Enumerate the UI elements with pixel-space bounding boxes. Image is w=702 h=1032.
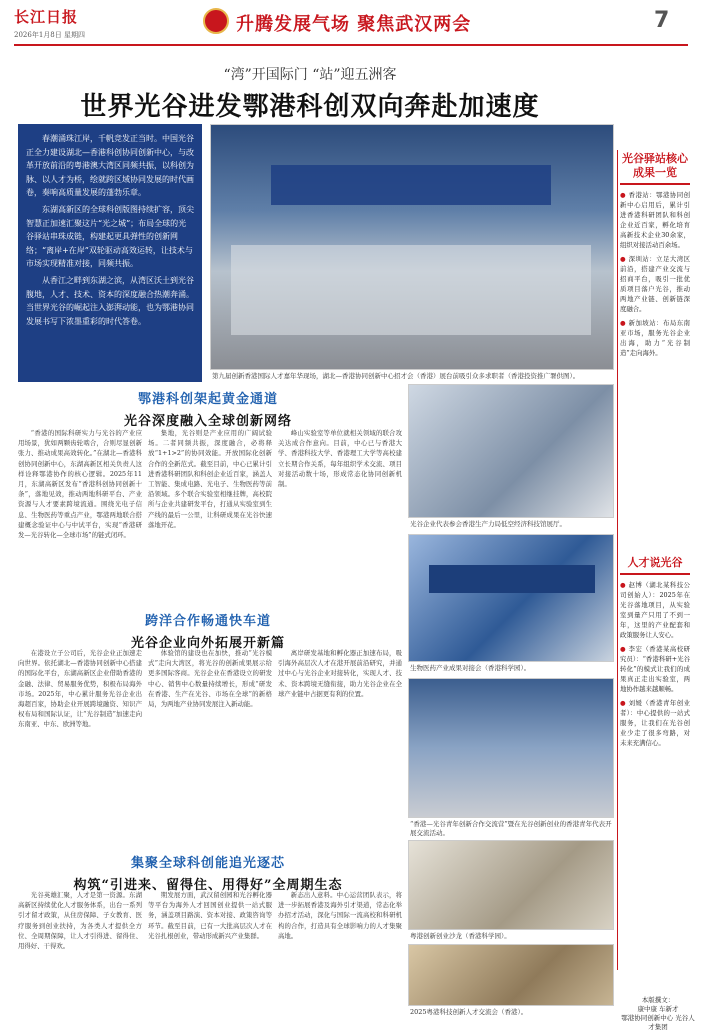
- sidebar-item-text: 深圳站：立足大湾区前沿，搭建产业交流与招商平台，吸引一批优质项目落户光谷，推动两地产业链、创新链深度融合。: [620, 255, 691, 313]
- paper-logo: 长江日报: [14, 8, 79, 26]
- photo5-caption: 粤港创新创业沙龙（香港科学园）。: [410, 932, 511, 940]
- sidebar-item-text: 李宏（香港某高校研究员）：“香港科研+光谷转化”的模式让我们的成果真正走出实验室，两地协作越来越顺畅。: [620, 645, 691, 693]
- section2-col3: [278, 648, 402, 848]
- sidebar-item: ● 新加坡站：布局东南亚市场，服务光谷企业出海，助力“光谷制造”走向海外。: [620, 319, 691, 357]
- photo4-caption: “香港—光谷青年创新合作交流营”暨在光谷创新创业的香港青年代表开展交流活动。: [410, 820, 612, 837]
- sidebar-item: ● 刘媛（香港青年创业者）：中心提供的一站式服务，让我们在光谷创业少走了很多弯路，对未来充满信心。: [620, 699, 691, 747]
- sidebar-item-text: 香港站：鄂港协同创新中心启用后，累计引进香港科研团队和科创企业近百家，孵化培育高新技术企业30余家，组织对接活动百余场。: [620, 191, 691, 249]
- sidebar-box-talent: [620, 556, 690, 752]
- photo-tech-hall: [408, 384, 614, 518]
- kicker: “湾”开国际门 “站”迎五洲客: [223, 67, 397, 83]
- sidebar-box2-title: 人才说光谷: [627, 556, 683, 569]
- text: 期发展方面，武汉留创园和光谷孵化器等平台为海外人才回国创业提供一站式服务，涵盖项目路演、资本对接、政策咨询等环节。截至目前，已有一大批高层次人才在光谷扎根创业，带动形成新兴产业集群。: [148, 891, 272, 940]
- text: 体验馆的建设也在加快，推动“光谷模式”走向大湾区，将光谷的创新成果展示给更多国际客商。光谷企业在香港设立的研发中心、销售中心数量持续增长，形成“研发在香港、生产在光谷、市场在全球”的新格局，为两地产业协同发展注入新动能。: [148, 649, 272, 709]
- photo-salon: [408, 840, 614, 930]
- photo-biomed-meeting: [408, 534, 614, 662]
- intro-box: [18, 124, 202, 382]
- section2-title: 跨洋合作畅通快车道: [144, 614, 271, 629]
- section1-col1: [18, 428, 142, 606]
- photo-exchange: [408, 944, 614, 1006]
- text: 离岸研发基地和孵化器正加速布局，吸引海外高层次人才在港开展前沿研究，并通过中心与光谷企业对接转化，实现人才、技术、资本跨境无缝衔接，助力光谷企业在全球产业链中占据更有利的位置。: [278, 649, 402, 698]
- text: 集地，光谷则是产业应用的广阔试验场。二者同频共振，深度融合，必将释放“1+1>2”的协同效能。开放国际化创新合作的全新范式。截至目前，中心已累计引进香港科研团队和科创企业近百家，涵盖人工智能、集成电路、光电子、生物医药等前沿领域。多个联合实验室相继挂牌，高校院所与企业共建研发平台，打通从实验室到生产线的最后一公里，让科研成果在光谷快速落地开花。: [148, 429, 272, 529]
- section3-col3: [278, 890, 402, 1018]
- text: 在港设立子公司后，光谷企业正加速走向世界。依托湖北—香港协同创新中心搭建的国际化平台，东湖高新区企业借助香港的金融、法律、贸易服务优势，积极布局海外市场。2025年，中心累计服务光谷企业出海超百家，协助企业开展跨境融资、知识产权布局和国际认证，让“光谷制造”加速走向东南亚、中东、欧洲等地。: [18, 649, 142, 729]
- section2-col1: [18, 648, 142, 848]
- sidebar-item: ● 深圳站：立足大湾区前沿，搭建产业交流与招商平台，吸引一批优质项目落户光谷，推动两地产业链、创新链深度融合。: [620, 255, 691, 313]
- issue-date: 2026年1月8日 星期四: [14, 31, 85, 39]
- sidebar-item-text: 赵博（湖北某科技公司创始人）：2025年在光谷落地项目，从实验室到量产只用了不到一年，这里的产业配套和政策服务让人安心。: [620, 581, 691, 639]
- editor-credits: [618, 996, 698, 1032]
- photo-talent-fair: [210, 124, 614, 370]
- section3-col1: [18, 890, 142, 1018]
- section2-heading: [18, 610, 398, 651]
- text: “香港的国际科研实力与光谷的产业应用场景，犹如两颗齿轮啮合，合则尽显创新张力、推动成果高效转化。”在湖北—香港科创协同创新中心，东湖高新区相关负责人这样诠释鄂港协作的核心逻辑。2025年11月，东湖高新区发布“香港科创协同创新十条”，落地见效，推动两地科研平台、产业资源与人才要素跨境流通。围绕光电子信息、生物医药等重点产业，鄂港两地联合搭建概念验证中心与中试平台，实现“香港研发—光谷转化—全球市场”的链式闭环。: [18, 429, 142, 540]
- section1-col3: [278, 428, 402, 606]
- section3-heading: [18, 852, 398, 893]
- page-banner: 升腾发展气场 聚焦武汉两会: [236, 14, 472, 35]
- intro-paragraph: 从香江之畔到东湖之滨，从湾区沃土到光谷腹地，人才、技术、资本的深度融合热潮奔涌。当世界光谷的崛起注入澎湃动能，也为鄂港协同发展书写下浓墨重彩的时代答卷。: [26, 275, 194, 326]
- sidebar-item: ● 李宏（香港某高校研究员）：“香港科研+光谷转化”的模式让我们的成果真正走出实验室，两地协作越来越顺畅。: [620, 645, 691, 693]
- intro-paragraph: 春潮涌珠江岸，千帆竞发正当时。中国光谷正全力建设湖北—香港科创协同创新中心，与改革开放前沿的粤港澳大湾区同频共振，以科创为脉、以人才为桥，绘就跨区域协同发展的时代画卷，奏响高质量发展的蓬勃乐章。: [26, 134, 194, 198]
- emblem-icon: [203, 8, 229, 34]
- section3-title: 集聚全球科创能追光逐芯: [130, 856, 285, 871]
- section1-col2: [148, 428, 272, 606]
- page-header: [0, 0, 702, 44]
- text: 光谷英雄汇聚，人才是第一资源。东湖高新区持续优化人才服务体系，出台一系列引才留才政策，从住房保障、子女教育、医疗服务到创业扶持，为各类人才提供全方位、全周期保障，让人才引得进、留得住、用得好、干得欢。: [18, 891, 142, 951]
- credit-line: 康中康 车新才: [637, 1005, 679, 1013]
- photo6-caption: 2025粤港科技创新人才交流会（香港）。: [410, 1008, 528, 1016]
- header-rule: [14, 44, 688, 46]
- section1-title: 鄂港科创架起黄金通道: [137, 392, 278, 407]
- section3-col2: [148, 890, 272, 1018]
- section1-heading: [18, 388, 398, 429]
- headline: 世界光谷进发鄂港科创双向奔赴加速度: [80, 92, 540, 122]
- credit-line: 鄂港协同创新中心 光谷人才集团: [621, 1014, 695, 1031]
- intro-paragraph: 东湖高新区的全球科创版图持续扩容，顶尖智慧正加速汇聚这片“光之城”；布局全球的光谷驿站串珠成链，构建起更具弹性的创新网络；“离岸+在岸”双轮驱动高效运转，让技术与市场实现精准对接，同频共振。: [26, 204, 194, 269]
- photo2-caption: 光谷企业代表参会香港生产力局低空经济科技馆展厅。: [410, 520, 566, 528]
- text: 峰山实验室等单位就相关领域的联合攻关达成合作意向。目前，中心已与香港大学、香港科技大学、香港理工大学等高校建立长期合作关系，每年组织学术交流、项目对接活动数十场，形成常态化协同创新机制。: [278, 429, 402, 489]
- section2-col2: [148, 648, 272, 848]
- sidebar-item: ● 香港站：鄂港协同创新中心启用后，累计引进香港科研团队和科创企业近百家，孵化培育高新技术企业30余家，组织对接活动百余场。: [620, 191, 691, 249]
- sidebar-item-text: 刘媛（香港青年创业者）：中心提供的一站式服务，让我们在光谷创业少走了很多弯路，对未来充满信心。: [620, 699, 691, 747]
- photo3-caption: 生物医药产业成果对接会（香港科学园）。: [410, 664, 531, 672]
- sidebar-item-text: 新加坡站：布局东南亚市场，服务光谷企业出海，助力“光谷制造”走向海外。: [620, 319, 691, 357]
- page-number: 7: [654, 8, 670, 33]
- text: 新态出人意料。中心运营团队表示，将进一步拓展香港及海外引才渠道，常态化举办招才活动，深化与国际一流高校和科研机构的合作，打造具有全球影响力的人才集聚高地。: [278, 891, 402, 940]
- section3-subtitle: 构筑“引进来、留得住、用得好”全周期生态: [73, 878, 343, 893]
- photo-youth-camp: [408, 678, 614, 818]
- sidebar-divider: [617, 150, 618, 970]
- sidebar-box-outcomes: [620, 152, 690, 362]
- sidebar-item: ● 赵博（湖北某科技公司创始人）：2025年在光谷落地项目，从实验室到量产只用了不到一年，这里的产业配套和政策服务让人安心。: [620, 581, 691, 639]
- sidebar-box1-title: 光谷驿站核心成果一览: [622, 152, 688, 179]
- photo1-caption: 第九届创新香港国际人才嘉年华现场，湖北—香港协同创新中心招才会（香港）展台前吸引众多求职者（香港投资推广署供图）。: [212, 372, 580, 380]
- section2-subtitle: 光谷企业向外拓展开新篇: [130, 636, 285, 651]
- credit-line: 本版撰文：: [641, 996, 675, 1004]
- section1-subtitle: 光谷深度融入全球创新网络: [123, 414, 292, 429]
